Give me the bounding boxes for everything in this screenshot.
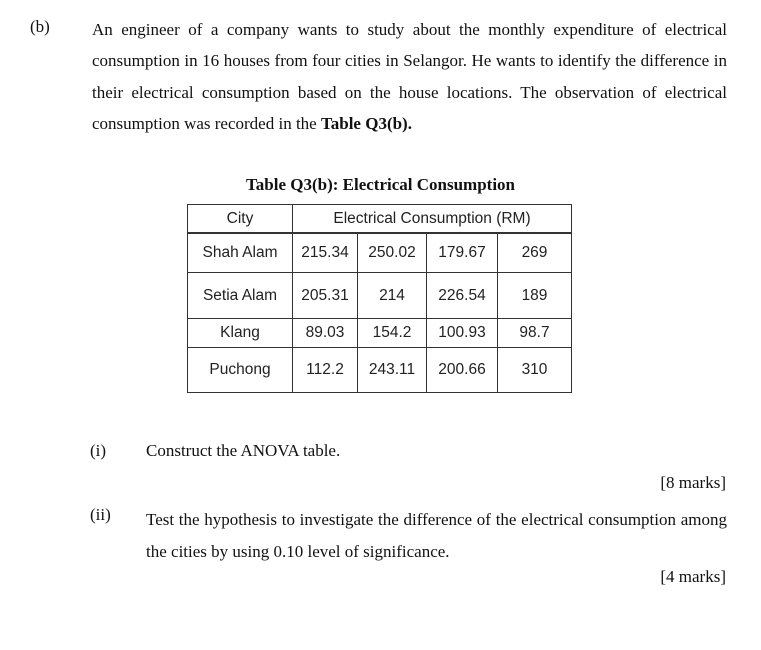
table-row [188, 319, 572, 348]
part-i-marks: [8 marks] [660, 473, 726, 492]
value-cell: 189 [498, 273, 572, 319]
value-cell: 179.67 [427, 233, 498, 273]
value-cell: 112.2 [293, 348, 358, 393]
value-cell: 226.54 [427, 273, 498, 319]
header-city: City [188, 205, 293, 234]
part-ii-text: Test the hypothesis to investigate the difference of the electrical consumption among the cities by using 0.10 level of significance. [146, 510, 727, 561]
question-paragraph [92, 14, 727, 139]
table-row [188, 348, 572, 393]
table-row [188, 273, 572, 319]
value-cell: 215.34 [293, 233, 358, 273]
table-reference: Table Q3(b). [320, 113, 412, 133]
city-cell: Setia Alam [188, 273, 293, 319]
value-cell: 243.11 [358, 348, 427, 393]
value-cell: 214 [358, 273, 427, 319]
paragraph-text: An engineer of a company wants to study about the monthly expenditure of electrical consumption in 16 houses from four cities in Selangor. He wants to identify the difference in their electrical consumption based on the house locations. The observation of electrical consumption was recorded in the [92, 20, 727, 133]
city-cell: Puchong [188, 348, 293, 393]
value-cell: 100.93 [427, 319, 498, 348]
part-i-number: (i) [90, 441, 107, 460]
consumption-table [187, 204, 572, 393]
value-cell: 200.66 [427, 348, 498, 393]
value-cell: 310 [498, 348, 572, 393]
question-label: (b) [30, 17, 50, 36]
city-cell: Klang [188, 319, 293, 348]
value-cell: 154.2 [358, 319, 427, 348]
value-cell: 250.02 [358, 233, 427, 273]
city-cell: Shah Alam [188, 233, 293, 273]
table-row [188, 233, 572, 273]
table-header-row [188, 205, 572, 234]
part-ii-number: (ii) [90, 505, 111, 524]
table-caption: Table Q3(b): Electrical Consumption [245, 175, 516, 194]
value-cell: 269 [498, 233, 572, 273]
value-cell: 89.03 [293, 319, 358, 348]
value-cell: 98.7 [498, 319, 572, 348]
part-i-text: Construct the ANOVA table. [146, 441, 341, 460]
part-ii-marks: [4 marks] [660, 567, 726, 586]
value-cell: 205.31 [293, 273, 358, 319]
header-consumption: Electrical Consumption (RM) [293, 205, 572, 234]
